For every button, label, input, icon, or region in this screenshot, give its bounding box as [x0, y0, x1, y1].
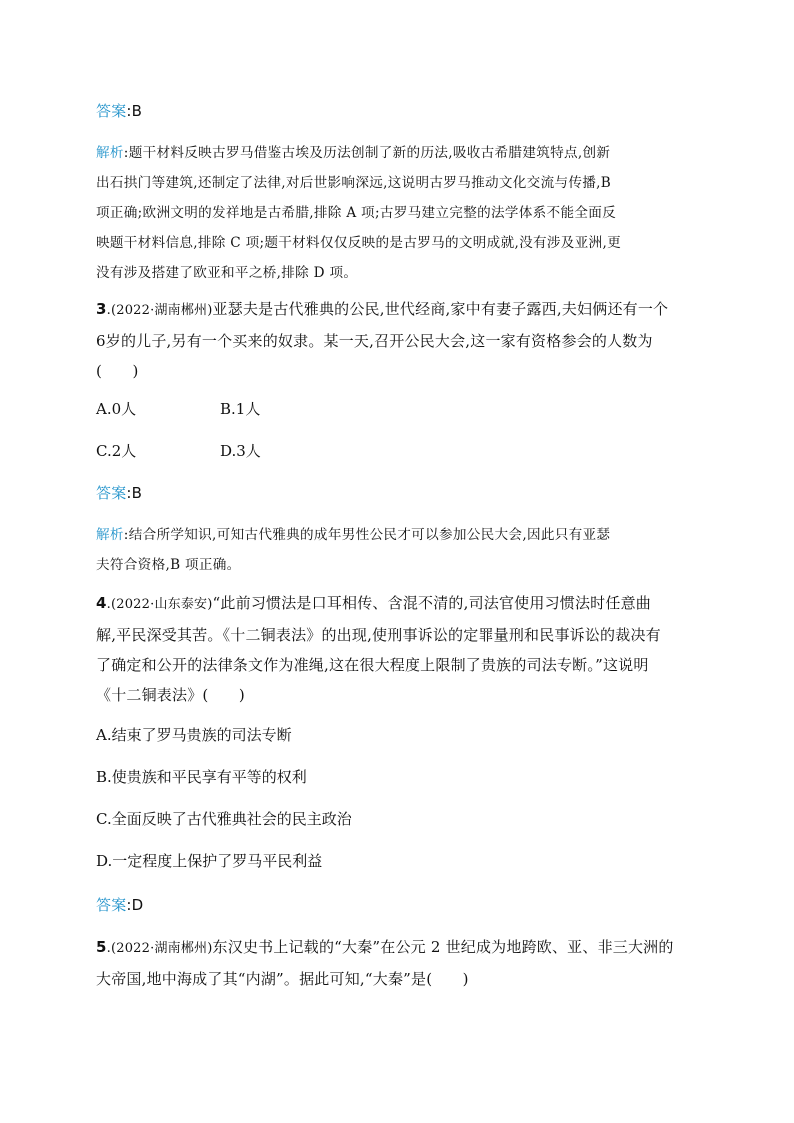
question-5: [96, 932, 700, 994]
analysis-block: [96, 520, 700, 580]
options-q3-row2: [96, 436, 700, 466]
analysis-text: 结合所学知识,可知古代雅典的成年男性公民才可以参加公民大会,因此只有亚瑟: [128, 527, 611, 543]
option-c[interactable]: C.2人: [96, 442, 137, 460]
analysis-line: 项正确;欧洲文明的发祥地是古希腊,排除 A 项;古罗马建立完整的法学体系不能全面反: [96, 205, 617, 221]
analysis-label: 解析: [96, 527, 124, 543]
analysis-line: [96, 138, 700, 168]
analysis-block: [96, 138, 700, 288]
question-number: 3: [96, 300, 107, 318]
question-source: .(2022·湖南郴州): [106, 303, 213, 318]
analysis-line: [96, 520, 700, 550]
analysis-line: 出石拱门等建筑,还制定了法律,对后世影响深远,这说明古罗马推动文化交流与传播,B: [96, 175, 612, 191]
question-text: 亚瑟夫是古代雅典的公民,世代经商,家中有妻子露西,夫妇俩还有一个: [212, 300, 669, 318]
answer-line: [96, 96, 700, 126]
answer-label: 答案: [96, 484, 127, 502]
option-d[interactable]: D.一定程度上保护了罗马平民利益: [96, 852, 323, 870]
analysis-separator: :: [123, 145, 129, 161]
analysis-separator: :: [123, 527, 129, 543]
question-stem-line: [96, 588, 700, 620]
analysis-text: 题干材料反映古罗马借鉴古埃及历法创制了新的历法,吸收古希腊建筑特点,创新: [128, 145, 611, 161]
analysis-line: 没有涉及搭建了欧亚和平之桥,排除 D 项。: [96, 265, 358, 281]
question-stem-line: ( ): [96, 362, 139, 380]
analysis-label: 解析: [96, 145, 124, 161]
option-a[interactable]: A.结束了罗马贵族的司法专断: [96, 726, 292, 744]
answer-value: B: [131, 102, 143, 120]
answer-separator: :: [126, 102, 132, 120]
question-4: [96, 588, 700, 710]
question-stem-line: [96, 294, 700, 326]
analysis-line: 映题干材料信息,排除 C 项;题干材料仅仅反映的是古罗马的文明成就,没有涉及亚洲,更: [96, 235, 621, 251]
answer-value: B: [131, 484, 143, 502]
option-d[interactable]: D.3人: [220, 442, 261, 460]
option-a[interactable]: A.0人: [96, 400, 137, 418]
option-c[interactable]: C.全面反映了古代雅典社会的民主政治: [96, 810, 352, 828]
question-3: [96, 294, 700, 386]
option-b[interactable]: B.1人: [220, 400, 261, 418]
question-stem-line: 大帝国,地中海成了其“内湖”。据此可知,“大秦”是( ): [96, 970, 469, 988]
question-source: .(2022·湖南郴州): [106, 941, 213, 956]
question-stem-line: [96, 932, 700, 964]
question-stem-line: 6岁的儿子,另有一个买来的奴隶。某一天,召开公民大会,这一家有资格参会的人数为: [96, 332, 653, 350]
answer-label: 答案: [96, 896, 127, 914]
question-text: 东汉史书上记载的“大秦”在公元 2 世纪成为地跨欧、亚、非三大洲的: [212, 938, 674, 956]
question-stem-line: 《十二铜表法》( ): [96, 686, 245, 704]
question-source: .(2022·山东泰安): [106, 597, 213, 612]
analysis-line: 夫符合资格,B 项正确。: [96, 557, 241, 573]
question-stem-line: 解,平民深受其苦。《十二铜表法》的出现,使刑事诉讼的定罪量刑和民事诉讼的裁决有: [96, 626, 661, 644]
question-text: “此前习惯法是口耳相传、含混不清的,司法官使用习惯法时任意曲: [212, 594, 651, 612]
answer-value: D: [131, 896, 144, 914]
answer-line: [96, 478, 700, 508]
options-q3: [96, 394, 700, 424]
option-b[interactable]: B.使贵族和平民享有平等的权利: [96, 768, 307, 786]
question-number: 4: [96, 594, 107, 612]
answer-separator: :: [126, 484, 132, 502]
question-number: 5: [96, 938, 107, 956]
answer-separator: :: [126, 896, 132, 914]
question-stem-line: 了确定和公开的法律条文作为准绳,这在很大程度上限制了贵族的司法专断。”这说明: [96, 656, 649, 674]
answer-label: 答案: [96, 102, 127, 120]
answer-line: [96, 890, 700, 920]
